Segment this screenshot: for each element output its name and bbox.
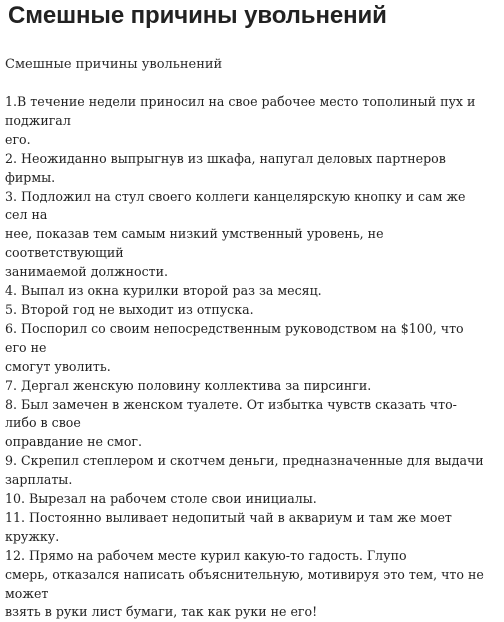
list-item bbox=[5, 150, 485, 188]
list-item bbox=[5, 490, 485, 509]
article-title: Смешные причины увольнений bbox=[8, 2, 387, 29]
list-item bbox=[5, 93, 485, 150]
list-item-text: 5. Второй год не выходит из отпуска. bbox=[5, 301, 254, 317]
list-item-text: 11. Постоянно выливает недопитый чай в аквариум и там же моет кружку. bbox=[5, 509, 452, 544]
list-item bbox=[5, 188, 485, 283]
list-item bbox=[5, 547, 485, 622]
list-item bbox=[5, 452, 485, 490]
list-item-text: 7. Дергал женскую половину коллектива за пирсинги. bbox=[5, 377, 372, 393]
list-item bbox=[5, 396, 485, 453]
list-item-text: 12. Прямо на рабочем месте курил какую-то гадость. Глупо смерь, отказался написать объяснительную, мотивируя это тем, что не может взять в руки лист бумаги, так как руки не его! bbox=[5, 547, 484, 620]
list-item bbox=[5, 320, 485, 377]
list-item-text: 1.В течение недели приносил на свое рабочее место тополиный пух и поджигал его. bbox=[5, 94, 476, 147]
list-item-text: 4. Выпал из окна курилки второй раз за месяц. bbox=[5, 283, 322, 299]
list-item bbox=[5, 509, 485, 547]
list-item bbox=[5, 301, 485, 320]
article-subtitle: Смешные причины увольнений bbox=[5, 57, 223, 72]
list-item-text: 6. Поспорил со своим непосредственным руководством на $100, что его не смогут уволить. bbox=[5, 320, 464, 374]
list-item-text: 8. Был замечен в женском туалете. От избытка чувств сказать что-либо в свое оправдание не смог. bbox=[5, 396, 457, 450]
list-item-text: 9. Скрепил степлером и скотчем деньги, предназначенные для выдачи зарплаты. bbox=[5, 453, 484, 488]
list-item-text: 2. Неожиданно выпрыгнув из шкафа, напугал деловых партнеров фирмы. bbox=[5, 150, 446, 185]
list-item bbox=[5, 282, 485, 301]
list-item-text: 10. Вырезал на рабочем столе свои инициалы. bbox=[5, 491, 317, 507]
list-item-text: 3. Подложил на стул своего коллеги канцелярскую кнопку и сам же сел на нее, показав тем самым низкий умственный уровень, не соответствующий занимаемой должности. bbox=[5, 188, 466, 280]
reasons-list bbox=[5, 93, 485, 622]
list-item bbox=[5, 377, 485, 396]
